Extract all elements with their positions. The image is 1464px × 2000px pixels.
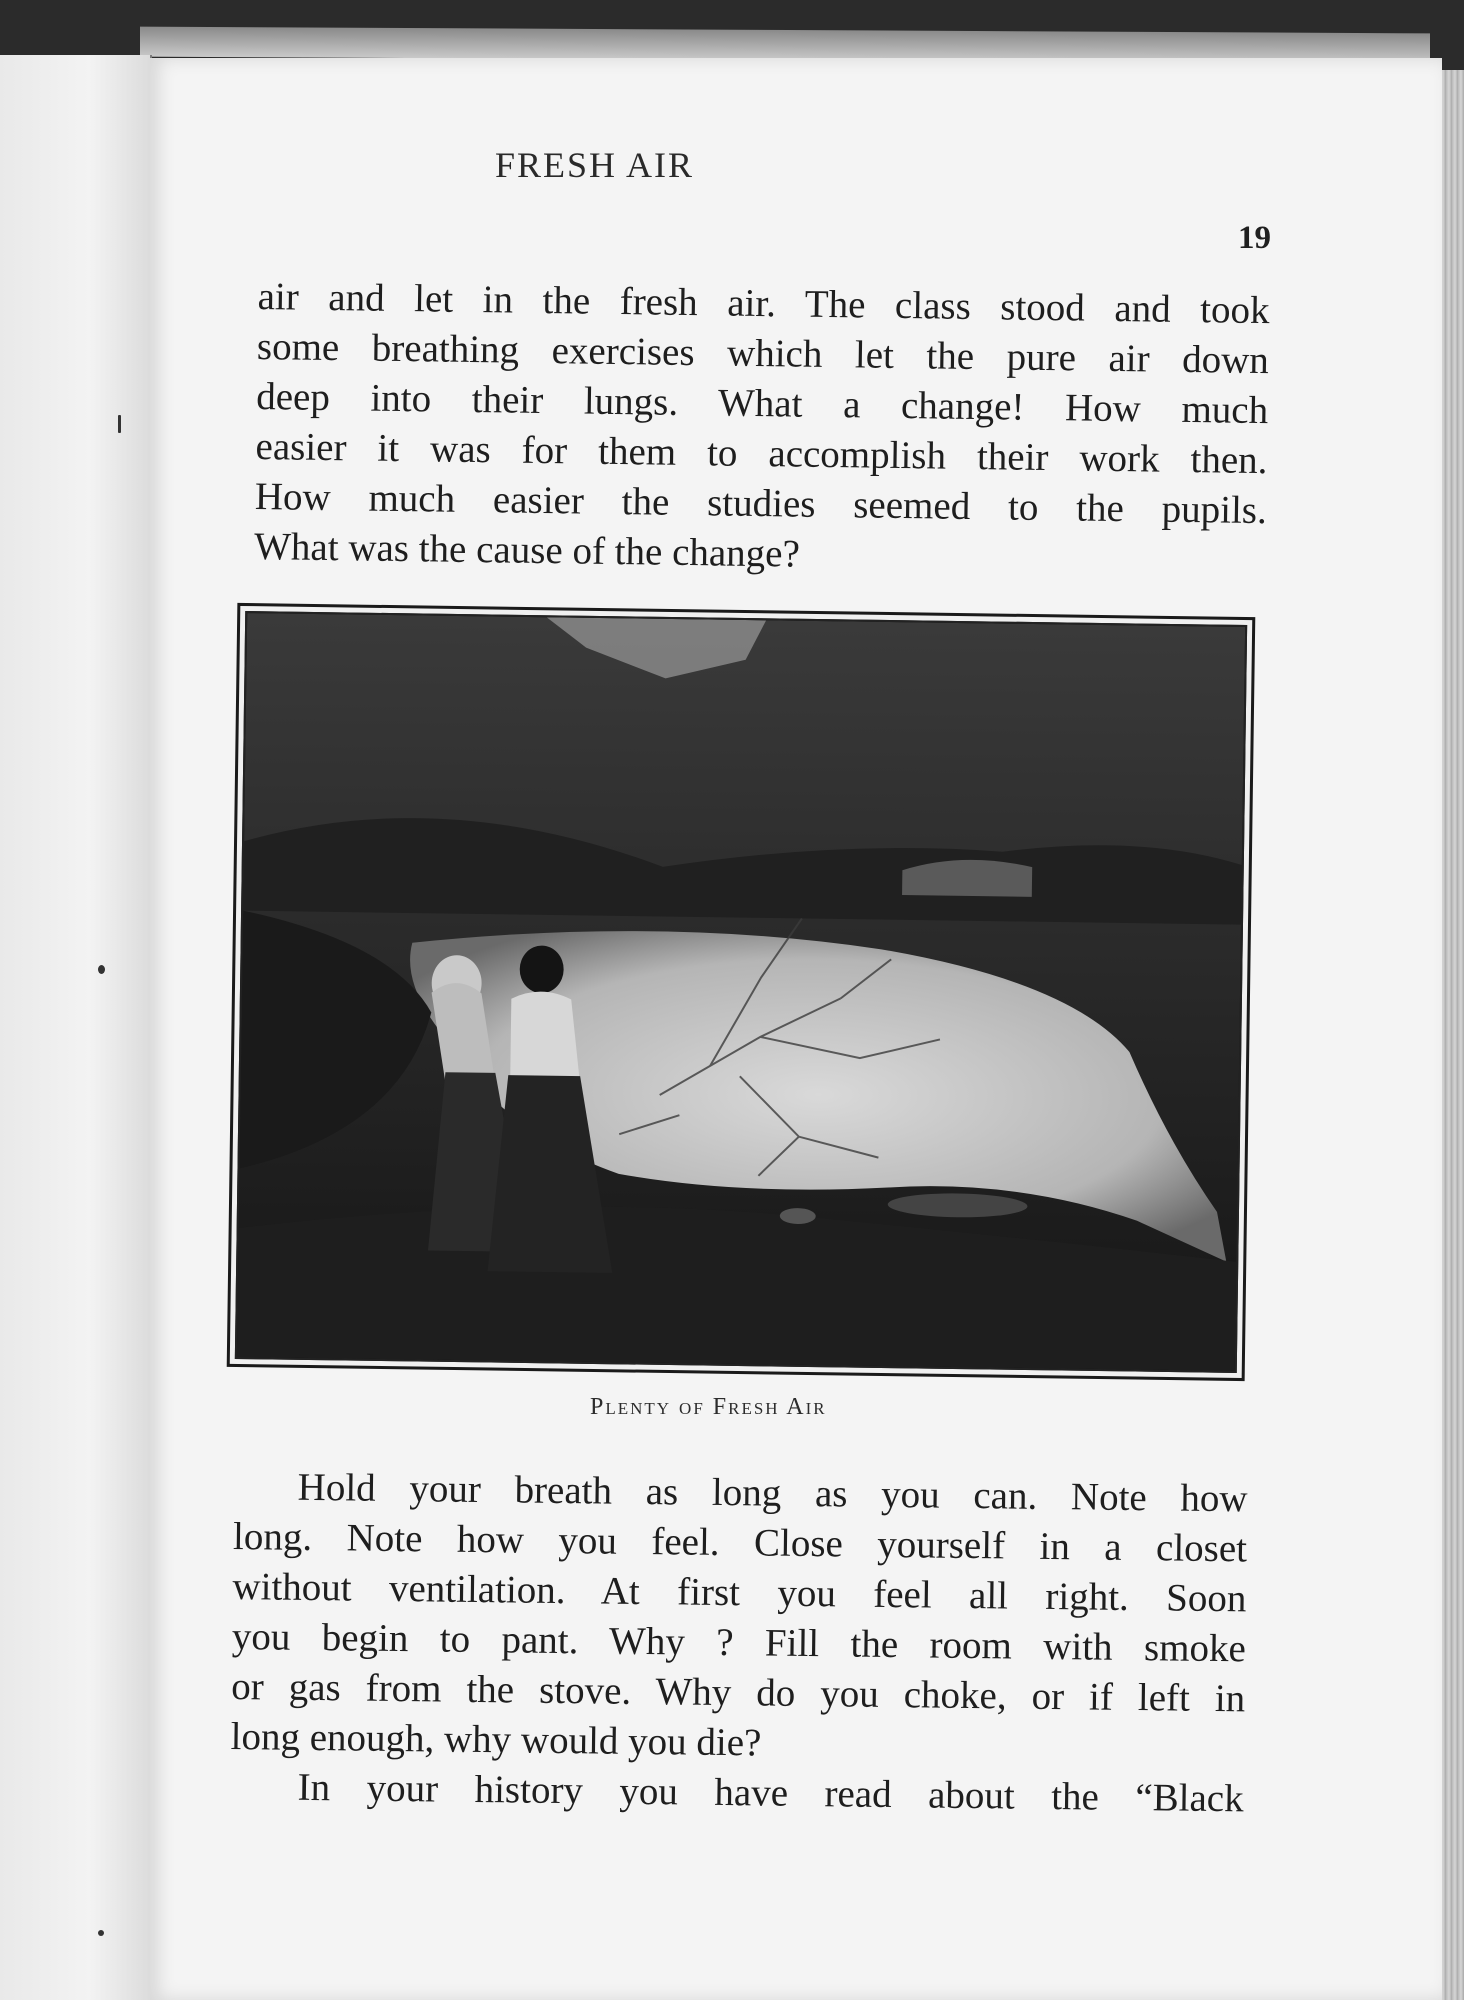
margin-mark xyxy=(118,415,121,433)
paragraph-continued xyxy=(254,272,1270,586)
text-line: some breathing exercises which let the pure air down xyxy=(256,324,1270,383)
ink-speck xyxy=(98,965,105,974)
text-line: easier it was for them to accomplish their work then. xyxy=(255,424,1268,483)
figure-caption: Plenty of Fresh Air xyxy=(590,1394,827,1420)
ink-speck xyxy=(98,1930,104,1936)
text-line: without ventilation. At first you feel all right. Soon xyxy=(232,1564,1247,1621)
photo-two-women-by-pond xyxy=(235,611,1247,1373)
running-head: FRESH AIR xyxy=(495,145,695,185)
text-line: you begin to pant. Why ? Fill the room with smoke xyxy=(231,1614,1247,1671)
book-page-edges xyxy=(1440,70,1464,2000)
text-line: What was the cause of the change? xyxy=(253,524,801,576)
text-line: deep into their lungs. What a change! How much xyxy=(255,374,1269,433)
text-line: or gas from the stove. Why do you choke, or if left in xyxy=(230,1664,1246,1721)
facing-page xyxy=(0,55,152,2000)
text-line: air and let in the fresh air. The class stood and took xyxy=(257,274,1270,333)
page-number: 19 xyxy=(1238,220,1271,256)
text-line: In your history you have read about the “Black xyxy=(297,1765,1244,1821)
text-line: Hold your breath as long as you can. Note how xyxy=(297,1465,1248,1521)
paragraph-hold-breath xyxy=(230,1462,1248,1774)
photo-figure xyxy=(227,603,1256,1381)
text-line: How much easier the studies seemed to the pupils. xyxy=(254,474,1268,533)
text-line: long enough, why would you die? xyxy=(230,1714,762,1765)
photo-illustration xyxy=(237,613,1245,1371)
text-line: long. Note how you feel. Close yourself in a closet xyxy=(232,1514,1248,1571)
